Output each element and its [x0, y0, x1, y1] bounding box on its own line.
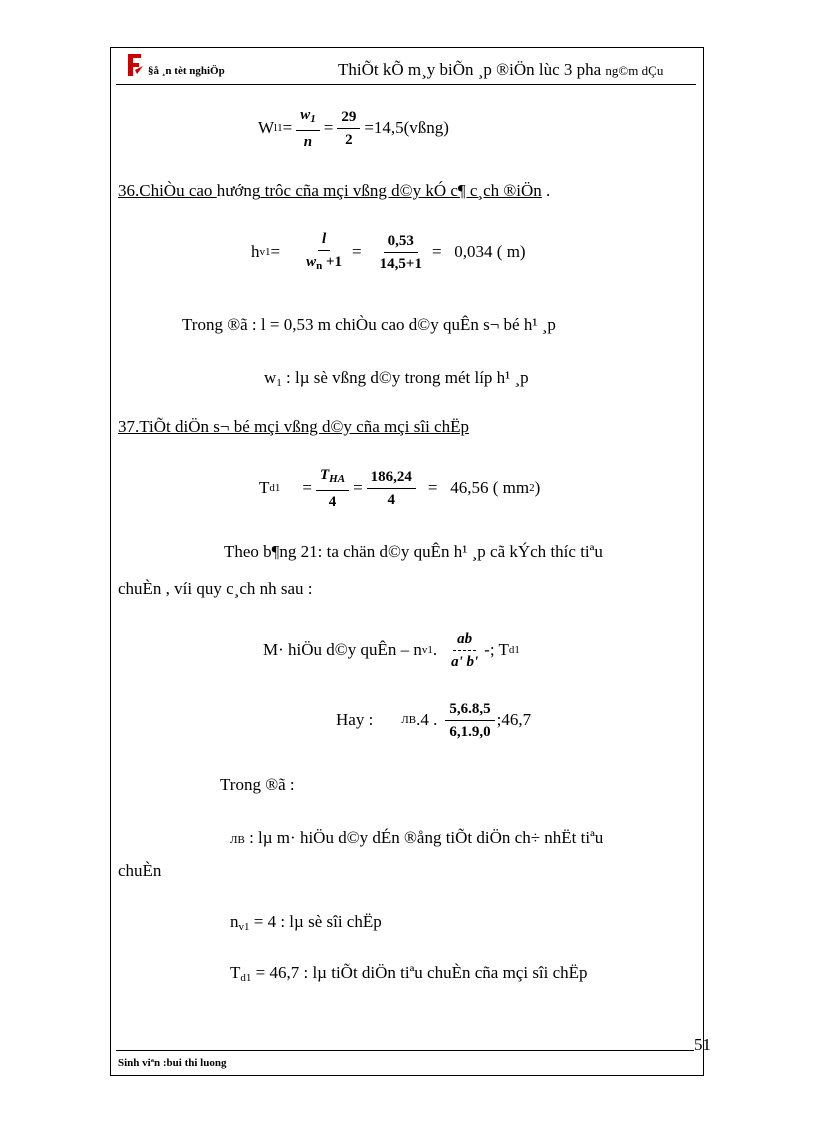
section-36-title: 36.ChiÒu cao hướng trôc cña mçi vßng d©y kÓ c¶ c¸ch ®iÖn . — [118, 181, 551, 200]
wire-code-example: Hay : ЛВ .4 . $\frac{5,6.8,5}{6,1.9,0}$ ;46,7 — [336, 700, 532, 740]
equation-wl1: W l1 = $\frac{w_1}{n}$ = $\frac{29}{2}$ =14,5(vßng) — [258, 106, 449, 150]
definition-td1: $T_{d1} = 46,7$ : lµ tiÕt diÖn tiªu chuÈn cña mçi sîi chËp — [230, 963, 588, 984]
document-logo-icon — [125, 52, 145, 78]
equation-td1: T d1 = $\frac{T_{HA}}{4}$ = $\frac{186,24}{4}$ = 46,56 ( mm 2 ) — [259, 466, 541, 510]
definition-code-cont: chuÈn — [118, 861, 162, 880]
page-number: 51 — [694, 1035, 711, 1054]
paragraph-line-1: Theo b¶ng 21: ta chän d©y quÊn h¹ ¸p cã kÝch thíc tiªu — [224, 542, 603, 561]
trong-1: Trong ®ã : l = 0,53 m chiÒu cao d©y quÊn s¬ bé h¹ ¸p — [182, 315, 556, 334]
footer-student: Sinh viªn :bui thi luong — [118, 1057, 227, 1069]
equation-hv1: h v1 = $\frac{l}{w_n +1}$ = $\frac{0,53}{14,5+1}$ = 0,034 ( m) — [251, 230, 526, 272]
definition-code: ЛВ : lµ m· hiÖu d©y dÉn ®ång tiÕt diÖn ch÷ nhËt tiªu — [230, 828, 604, 847]
definition-nv1: $n_{v1} = 4$ : lµ sè sîi chËp — [230, 912, 382, 933]
header-title: ThiÕt kÕ m¸y biÕn ¸p ®iÖn lùc 3 pha ng©m dÇu — [338, 60, 664, 79]
w1-definition: $w_1$ : lµ sè vßng d©y trong mét líp h¹ ¸p — [264, 368, 529, 389]
header-left: §å ¸n tèt nghiÖp — [148, 65, 225, 77]
trong-2: Trong ®ã : — [220, 775, 295, 794]
section-37-title: 37.TiÕt diÖn s¬ bé mçi vßng d©y cña mçi sîi chËp — [118, 417, 469, 436]
paragraph-line-2: chuÈn , víi quy c¸ch nh sau : — [118, 579, 313, 598]
header-rule — [116, 84, 696, 85]
footer-rule — [116, 1050, 694, 1051]
wire-code-formula: M· hiÖu d©y quÊn – n v1 . $\frac{ab}{a' b'}$ - ; T d1 — [263, 630, 520, 670]
